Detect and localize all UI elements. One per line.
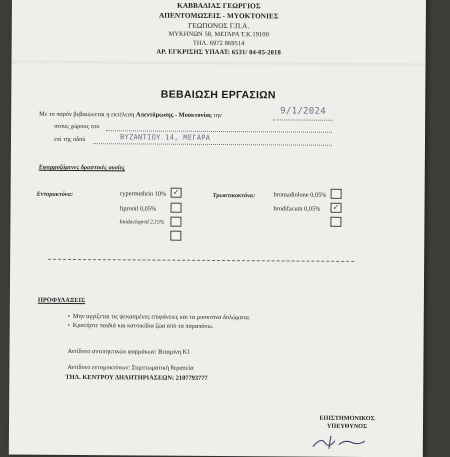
space-field-line [106,130,332,133]
checkbox-imidacloprid[interactable] [170,217,181,227]
rodenticides-label: Τρωκτικοκτόνα: [212,191,256,200]
company-address: ΜΥΚΗΝΩΝ 58, ΜΕΓΑΡΑ Τ.Κ.19100 [168,30,269,39]
measures-heading: Εφαρμοζόμενες δραστικές ουσίες [38,163,125,172]
company-license: ΑΡ. ΕΓΚΡΙΣΗΣ ΥΠΑΑΤ: 6531/ 04-05-2018 [156,48,281,57]
signature-title-line1: ΕΠΙΣΤΗΜΟΝΙΚΟΣ [319,414,375,423]
dashed-separator [48,259,354,262]
certify-service: Απεντόμωσης - Μυοκτονίας [136,111,212,119]
insecticides-label: Εντομοκτόνα: [36,190,74,198]
checkbox-insecticide-blank[interactable] [170,231,181,241]
company-phone: ΤΗΛ. 6972 869514 [192,39,245,48]
paper-fold [12,61,426,68]
street-handwritten: ΒΥΖΑΝΤΙΟΥ 14, ΜΕΓΑΡΑ [119,133,211,142]
check-mark-icon: ✓ [332,202,340,212]
handwritten-signature [309,433,369,451]
checkbox-rodenticide-blank[interactable] [330,217,341,227]
precaution-text-1: Κρατήστε παιδιά και κατοικίδια ζώα από τα παραπάνω. [72,321,214,330]
checkbox-cypermethrin[interactable] [171,188,182,198]
street-label: επί της οδού [53,135,86,144]
insecticide-item-1: fipronil 0,05% [119,205,157,213]
poison-center-phone: ΤΗΛ. ΚΕΝΤΡΟΥ ΔΗΛΗΤΗΡΙΑΣΕΩΝ: 2107793777 [65,373,208,382]
insecticide-item-0: cypermethrin 10% [119,190,167,198]
insecticide-item-2: Imidacloprid 2,15% [119,219,165,226]
certificate-page [9,0,426,457]
company-business: ΑΠΕΝΤΟΜΩΣΕΙΣ - ΜΥΟΚΤΟΝΙΕΣ [158,11,279,21]
space-label: στους χώρους του [54,122,100,131]
rodenticide-item-0: bromadiolone 0,05% [273,191,327,199]
certify-date-label: την [213,111,222,120]
precaution-item-0 [68,313,251,321]
rodenticide-item-1: brodifacum 0,05% [273,205,321,213]
antidote-anticoagulant: Αντίδοτο αντιπηκτικών φαρμάκων: Βιταμίνη Κ1 [67,347,191,356]
checkbox-fipronil[interactable] [170,203,181,213]
antidote-insecticide: Αντίδοτο εντομοκτόνων: Συμπτωματική θεραπεία [67,363,194,372]
document-title: ΒΕΒΑΙΩΣΗ ΕΡΓΑΣΙΩΝ [160,88,276,102]
precaution-item-1 [68,322,214,330]
bullet-icon: • [67,322,73,329]
date-field-line [273,119,333,120]
certify-sentence [39,111,222,119]
company-role: ΓΕΩΠΟΝΟΣ Γ.Π.Α. [188,21,250,31]
date-handwritten: 9/1/2024 [280,106,326,117]
precautions-heading: ΠΡΟΦΥΛΑΞΕΙΣ [37,296,86,305]
checkbox-bromadiolone[interactable] [331,189,342,199]
certify-prefix: Με το παρόν βεβαιώνεται η εκτέλεση [39,110,135,119]
precaution-text-0: Μην αγγίζεται τις ψεκασμένες επιφάνειες και τα μυοκτόνα δολώματα. [72,312,251,322]
signature-title-line2: ΥΠΕΥΘΥΝΟΣ [326,422,368,431]
street-field-line [93,143,332,146]
checkbox-brodifacum[interactable] [330,203,341,213]
company-name: ΚΑΒΒΑΔΙΑΣ ΓΕΩΡΓΙΟΣ [177,1,261,11]
check-mark-icon: ✓ [172,187,180,197]
bullet-icon: • [67,313,73,320]
